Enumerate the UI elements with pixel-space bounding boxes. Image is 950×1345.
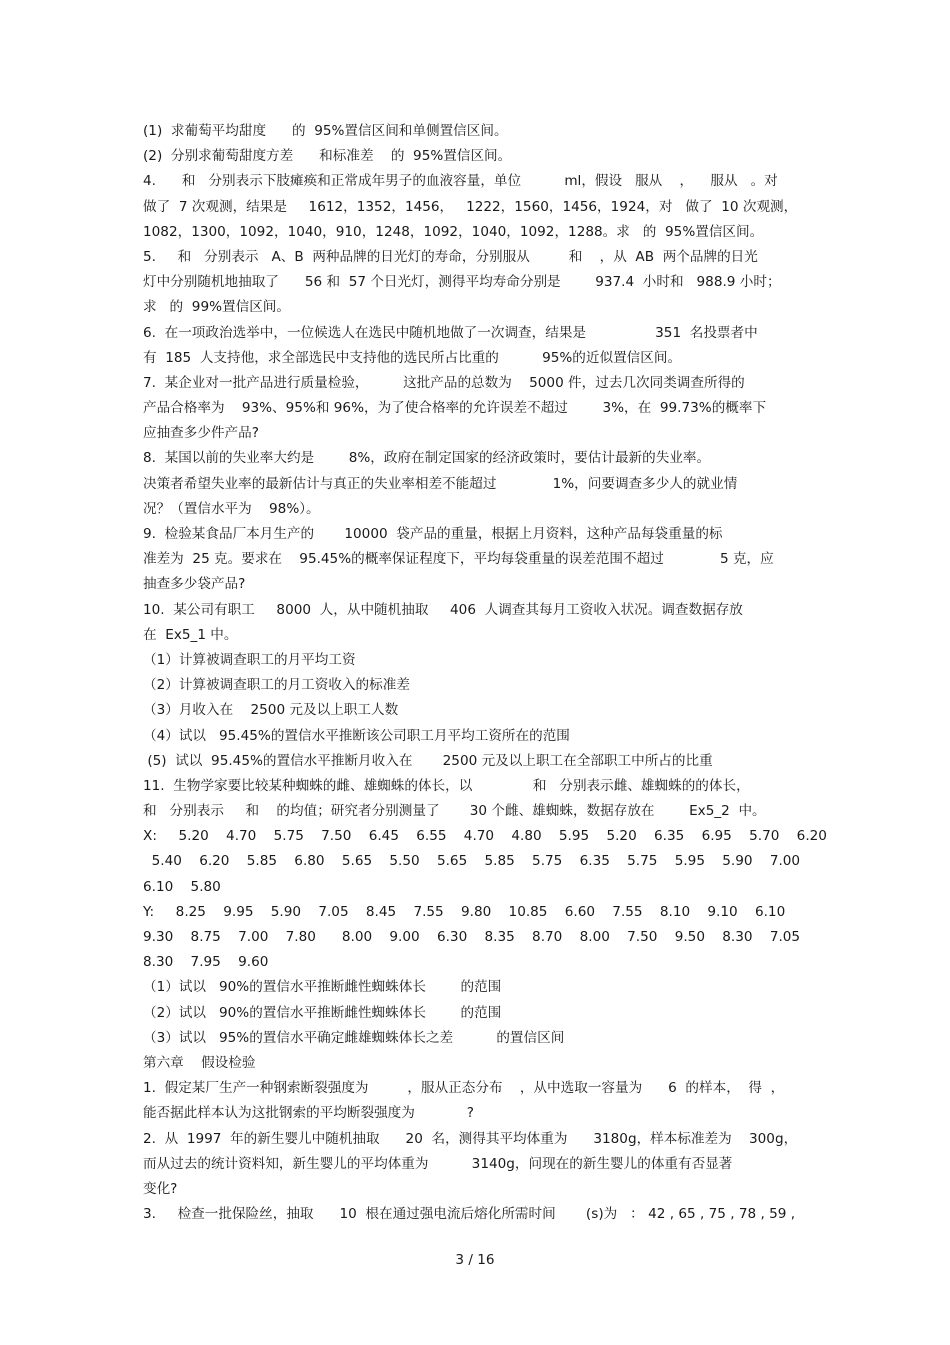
text-line: 5. 和 分别表示 A、B 两种品牌的日光灯的寿命，分别服从 和 ，从 AB 两个品牌的日光 — [143, 248, 758, 265]
text-line: 抽查多少袋产品? — [143, 576, 246, 593]
text-line: 而从过去的统计资料知，新生婴儿的平均体重为 3140g，问现在的新生婴儿的体重有否显著 — [143, 1155, 733, 1172]
text-line: 能否据此样本认为这批钢索的平均断裂强度为 ? — [143, 1105, 474, 1122]
data-row-y: Y: 8.25 9.95 5.90 7.05 8.45 7.55 9.80 10.85 6.60 7.55 8.10 9.10 6.10 — [143, 903, 786, 920]
text-line: （3）月收入在 2500 元及以上职工人数 — [143, 702, 399, 719]
text-line: 和 分别表示 和 的均值；研究者分别测量了 30 个雌、雄蜘蛛，数据存放在 Ex5_2 中。 — [143, 803, 766, 820]
page-number: 3 / 16 — [455, 1252, 495, 1268]
data-row-x: 6.10 5.80 — [143, 878, 221, 895]
text-line: （2）试以 90%的置信水平推断雌性蜘蛛体长 的范围 — [143, 1004, 502, 1021]
text-line: 况？（置信水平为 98%）。 — [143, 500, 320, 517]
text-line: 8. 某国以前的失业率大约是 8%，政府在制定国家的经济政策时，要估计最新的失业率。 — [143, 450, 711, 467]
text-line: 做了 7 次观测，结果是 1612，1352，1456， 1222，1560，1456，1924，对 做了 10 次观测， — [143, 198, 798, 215]
text-line: 产品合格率为 93%、95%和 96%，为了使合格率的允许误差不超过 3%，在 99.73%的概率下 — [143, 400, 767, 417]
text-line: 灯中分别随机地抽取了 56 和 57 个日光灯，测得平均寿命分别是 937.4 小时和 988.9 小时； — [143, 274, 781, 291]
text-line: 变化? — [143, 1180, 178, 1197]
text-line: （1）计算被调查职工的月平均工资 — [143, 651, 356, 668]
text-line: 求 的 99%置信区间。 — [143, 299, 290, 316]
text-line: 在 Ex5_1 中。 — [143, 626, 238, 643]
text-line: （2）计算被调查职工的月工资收入的标准差 — [143, 677, 410, 694]
text-line: 10. 某公司有职工 8000 人，从中随机抽取 406 人调查其每月工资收入状况。调查数据存放 — [143, 601, 743, 618]
text-line: 1082，1300，1092，1040，910，1248，1092，1040，1092，1288。求 的 95%置信区间。 — [143, 223, 764, 240]
data-row-x: 5.40 6.20 5.85 6.80 5.65 5.50 5.65 5.85 5.75 6.35 5.75 5.95 5.90 7.00 — [143, 853, 801, 870]
text-line: 有 185 人支持他，求全部选民中支持他的选民所占比重的 95%的近似置信区间。 — [143, 349, 682, 366]
text-line: 应抽查多少件产品? — [143, 425, 259, 442]
data-row-x: X: 5.20 4.70 5.75 7.50 6.45 6.55 4.70 4.80 5.95 5.20 6.35 6.95 5.70 6.20 — [143, 828, 827, 845]
chapter-heading: 第六章 假设检验 — [143, 1054, 256, 1071]
page-body — [143, 119, 827, 1227]
text-line: 3. 检查一批保险丝，抽取 10 根在通过强电流后熔化所需时间 (s)为 ： 42 , 65 , 75 , 78 , 59 , — [143, 1206, 796, 1223]
data-row-y: 8.30 7.95 9.60 — [143, 954, 269, 971]
text-line: 2. 从 1997 年的新生婴儿中随机抽取 20 名，测得其平均体重为 3180g，样本标准差为 300g， — [143, 1130, 798, 1147]
text-line: 9. 检验某食品厂本月生产的 10000 袋产品的重量，根据上月资料，这种产品每袋重量的标 — [143, 526, 723, 542]
text-line: 11. 生物学家要比较某种蜘蛛的雌、雄蜘蛛的体长，以 和 分别表示雌、雄蜘蛛的的体长， — [143, 777, 750, 794]
data-row-y: 9.30 8.75 7.00 7.80 8.00 9.00 6.30 8.35 8.70 8.00 7.50 9.50 8.30 7.05 — [143, 929, 801, 945]
text-line: (2) 分别求葡萄甜度方差 和标准差 的 95%置信区间。 — [143, 148, 512, 165]
text-line: (5) 试以 95.45%的置信水平推断月收入在 2500 元及以上职工在全部职工中所占的比重 — [143, 752, 713, 769]
text-line: （3）试以 95%的置信水平确定雌雄蜘蛛体长之差 的置信区间 — [143, 1029, 565, 1046]
text-line: 决策者希望失业率的最新估计与真正的失业率相差不能超过 1%，问要调查多少人的就业情 — [143, 475, 738, 492]
text-line: 4. 和 分别表示下肢瘫痪和正常成年男子的血液容量，单位 ml，假设 服从 ， 服从 。对 — [143, 173, 778, 190]
text-line: （1）试以 90%的置信水平推断雌性蜘蛛体长 的范围 — [143, 979, 502, 996]
text-line: 准差为 25 克。要求在 95.45%的概率保证程度下，平均每袋重量的误差范围不超过 5 克，应 — [143, 551, 774, 568]
text-line: 6. 在一项政治选举中，一位候选人在选民中随机地做了一次调查，结果是 351 名投票者中 — [143, 324, 758, 341]
text-line: 7. 某企业对一批产品进行质量检验， 这批产品的总数为 5000 件，过去几次同类调查所得的 — [143, 374, 745, 391]
text-line: (1) 求葡萄平均甜度 的 95%置信区间和单侧置信区间。 — [143, 123, 508, 139]
text-line: 1. 假定某厂生产一种钢索断裂强度为 ，服从正态分布 ，从中选取一容量为 6 的样本， 得 ， — [143, 1080, 785, 1097]
text-line: （4）试以 95.45%的置信水平推断该公司职工月平均工资所在的范围 — [143, 727, 570, 744]
